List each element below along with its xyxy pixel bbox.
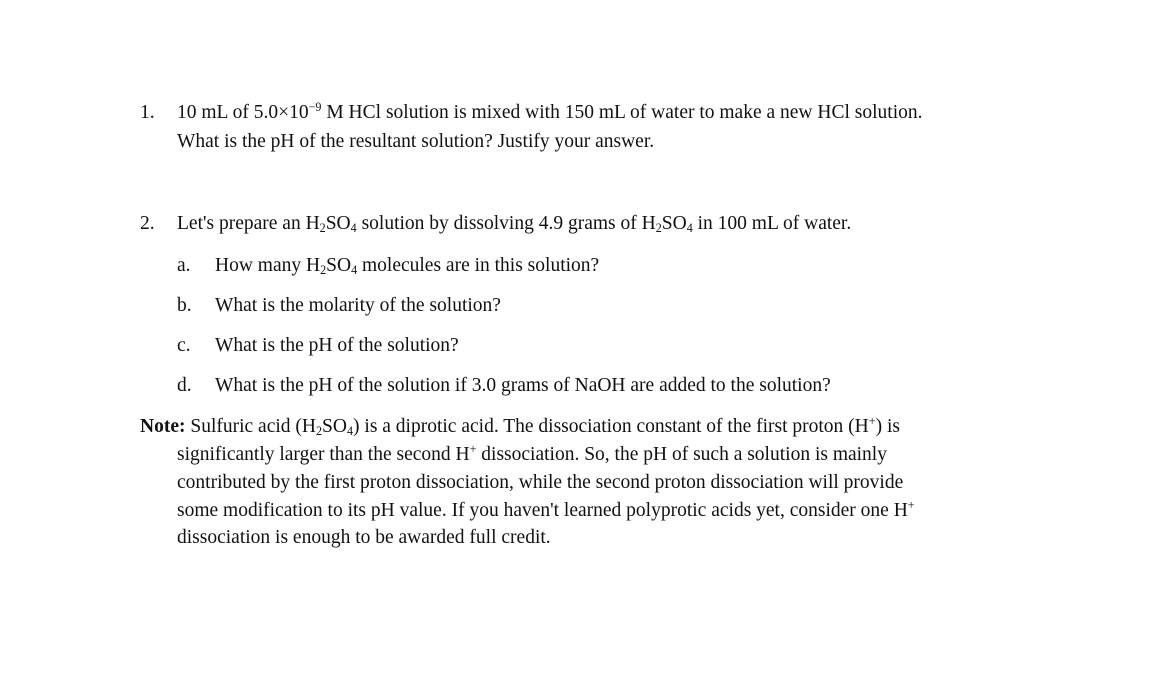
- question-1-line-2: What is the pH of the resultant solution? Justify your answer.: [177, 131, 655, 152]
- part-a-mid: SO: [326, 255, 352, 276]
- part-d-letter: d.: [177, 375, 192, 396]
- note-l1-a: Sulfuric acid (H: [185, 416, 316, 437]
- note-l2-a: significantly larger than the second H: [177, 444, 470, 465]
- part-c-letter: c.: [177, 335, 191, 356]
- part-c-text: What is the pH of the solution?: [215, 335, 459, 356]
- q2-intro-a: Let's prepare an H: [177, 213, 320, 234]
- q1-exponent: −9: [308, 99, 322, 114]
- q2-intro-d: SO: [661, 213, 687, 234]
- q2-intro-sub1: 2: [319, 221, 326, 236]
- note-l1-sub2: 4: [346, 424, 354, 439]
- part-a-letter: a.: [177, 255, 191, 276]
- note-l1-b: SO: [322, 416, 347, 437]
- note-l4-sup: +: [907, 497, 915, 512]
- note-line-3: contributed by the first proton dissociation, while the second proton dissociation will provide: [177, 472, 904, 493]
- q2-intro-e: in 100 mL of water.: [692, 213, 852, 234]
- part-a-sub1: 2: [320, 263, 327, 278]
- q2-intro-c: solution by dissolving 4.9 grams of H: [356, 213, 656, 234]
- part-b-letter: b.: [177, 295, 192, 316]
- part-a-pre: How many H: [215, 255, 321, 276]
- note-label: Note:: [140, 416, 186, 437]
- note-l1-sup: +: [868, 413, 876, 428]
- q2-intro-sub3: 2: [655, 221, 662, 236]
- note-line-1: [140, 413, 900, 439]
- q2-intro-sub4: 4: [686, 221, 693, 236]
- question-2-intro: [177, 214, 851, 234]
- question-1-line-1: [177, 99, 923, 123]
- note-l2-sup: +: [469, 441, 477, 456]
- q2-intro-b: SO: [325, 213, 351, 234]
- note-l4-a: some modification to its pH value. If you haven't learned polyprotic acids yet, consider one H: [177, 500, 908, 521]
- part-a-sub2: 4: [351, 263, 358, 278]
- note-l1-d: ) is: [875, 416, 900, 437]
- note-line-4: [177, 497, 915, 521]
- note-l1-sub1: 2: [316, 424, 323, 439]
- part-d-text: What is the pH of the solution if 3.0 grams of NaOH are added to the solution?: [215, 375, 831, 396]
- part-b-text: What is the molarity of the solution?: [215, 295, 501, 316]
- part-a-post: molecules are in this solution?: [357, 255, 600, 276]
- q2-intro-sub2: 4: [350, 221, 357, 236]
- note-l1-c: ) is a diprotic acid. The dissociation constant of the first proton (H: [353, 416, 869, 437]
- note-line-2: [177, 441, 887, 465]
- part-a-text: [215, 256, 599, 276]
- q1-text-post: M HCl solution is mixed with 150 mL of water to make a new HCl solution.: [321, 102, 923, 123]
- note-l2-b: dissociation. So, the pH of such a solution is mainly: [476, 444, 887, 465]
- question-1-number: 1.: [140, 102, 155, 123]
- question-2-number: 2.: [140, 213, 155, 234]
- q1-text-pre: 10 mL of 5.0×10: [177, 102, 309, 123]
- note-line-5: dissociation is enough to be awarded full credit.: [177, 527, 551, 548]
